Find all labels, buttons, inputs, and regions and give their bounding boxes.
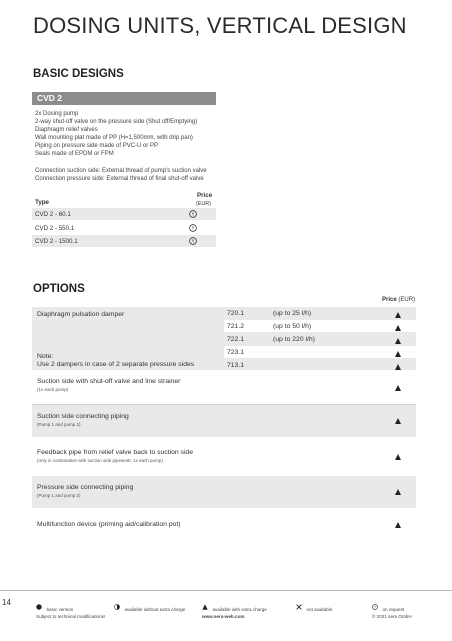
legend-label: available with extra charge [212,607,267,612]
table-row [32,222,216,234]
damper-rows [224,307,416,377]
available-with-extra-charge-icon [395,454,401,460]
connection-line: Connection pressure side: External thread of final shut-off valve [35,176,204,182]
copyright: © 2021 sera GmbH [372,614,412,619]
available-with-extra-charge-icon [202,604,208,610]
article-desc: (up to 25 l/h) [273,310,312,317]
on-request-icon [372,604,378,610]
legend-label: on request [382,607,405,612]
table-row [224,320,416,332]
options-heading: OPTIONS [33,283,85,295]
option-item [32,405,416,437]
options-price-label: Price [382,297,397,303]
option-subtitle: (Pump 1 and pump 2) [37,422,81,427]
description-line: Piping on pressure side made of PVC-U or PP [35,143,159,149]
option-title: Multifunction device (priming aid/calibration pot) [37,521,181,528]
damper-label: Diaphragm pulsation damper [37,311,125,318]
type-cell: CVD 2 - 550.1 [35,225,75,232]
article-code: 723.1 [227,349,245,356]
available-with-extra-charge-icon [395,522,401,528]
description-line: Seals made of EPDM or FPM [35,151,114,157]
legend-item [296,598,332,616]
disclaimer: Subject to technical modifications! [36,614,106,619]
option-subtitle: (Pump 1 and pump 2) [37,493,81,498]
website-link[interactable]: www.sera-web.com [202,614,245,619]
product-bar [32,92,216,105]
table-row [224,307,416,319]
description-line: 2-way shut-off valve on the pressure side (Shut off/Emptying) [35,119,198,125]
legend-item [114,598,185,616]
page-number: 14 [2,598,11,607]
option-title: Feedback pipe from relief valve back to suction side [37,449,194,456]
option-item [32,441,416,473]
article-desc: (up to 50 l/h) [273,323,312,330]
connection-line: Connection suction side: External thread of pump's suction valve [35,168,207,174]
type-header: Type [35,199,49,206]
option-item [32,476,416,508]
available-with-extra-charge-icon [395,351,401,357]
table-row [32,235,216,247]
product-bar-label: CVD 2 [37,93,63,103]
option-title: Suction side connecting piping [37,413,129,420]
on-request-icon [189,210,197,218]
available-with-extra-charge-icon [395,385,401,391]
description-line: 2x Dosing pump [35,111,79,117]
option-title: Pressure side connecting piping [37,484,134,491]
option-subtitle: (only in combination with suction side pipework; 1x each pump) [37,458,163,463]
table-row [32,208,216,220]
on-request-icon [189,224,197,232]
table-row [224,346,416,358]
article-desc: (up to 220 l/h) [273,336,315,343]
available-with-extra-charge-icon [395,489,401,495]
description-line: Diaphragm relief valves [35,127,98,133]
page-title: DOSING UNITS, VERTICAL DESIGN [33,13,407,38]
on-request-icon [189,237,197,245]
legend-label: available without extra charge [124,607,186,612]
available-with-extra-charge-icon [395,325,401,331]
article-code: 720.1 [227,310,245,317]
damper-note-text: Use 2 dampers in case of 2 separate pressure sides [37,361,195,368]
type-cell: CVD 2 - 60.1 [35,211,71,218]
basic-designs-heading: BASIC DESIGNS [33,68,124,80]
table-row [224,333,416,345]
available-with-extra-charge-icon [395,364,401,370]
type-cell: CVD 2 - 1500.1 [35,238,78,245]
available-with-extra-charge-icon [395,418,401,424]
not-available-icon [296,604,302,610]
article-code: 713.1 [227,362,245,369]
options-price-unit: (EUR) [398,297,416,303]
options-price-header [382,297,415,303]
legend-label: not available [306,607,333,612]
option-item [32,373,416,403]
available-with-extra-charge-icon [395,338,401,344]
article-code: 721.2 [227,323,245,330]
available-with-extra-charge-icon [395,312,401,318]
option-subtitle: (1x each pump) [37,387,69,392]
available-without-extra-charge-icon [114,604,120,610]
description-line: Wall mounting plat made of PP (H=1,500mm, with drip pan) [35,135,193,141]
damper-note-label: Note: [37,353,54,360]
price-header: Price [197,192,213,199]
option-title: Suction side with shut-off valve and line strainer [37,378,181,385]
price-unit: (EUR) [196,201,211,207]
basic-version-icon [36,604,42,610]
table-row [224,359,416,371]
option-item [32,512,416,538]
legend-label: basic version [46,607,74,612]
article-code: 722.1 [227,336,245,343]
